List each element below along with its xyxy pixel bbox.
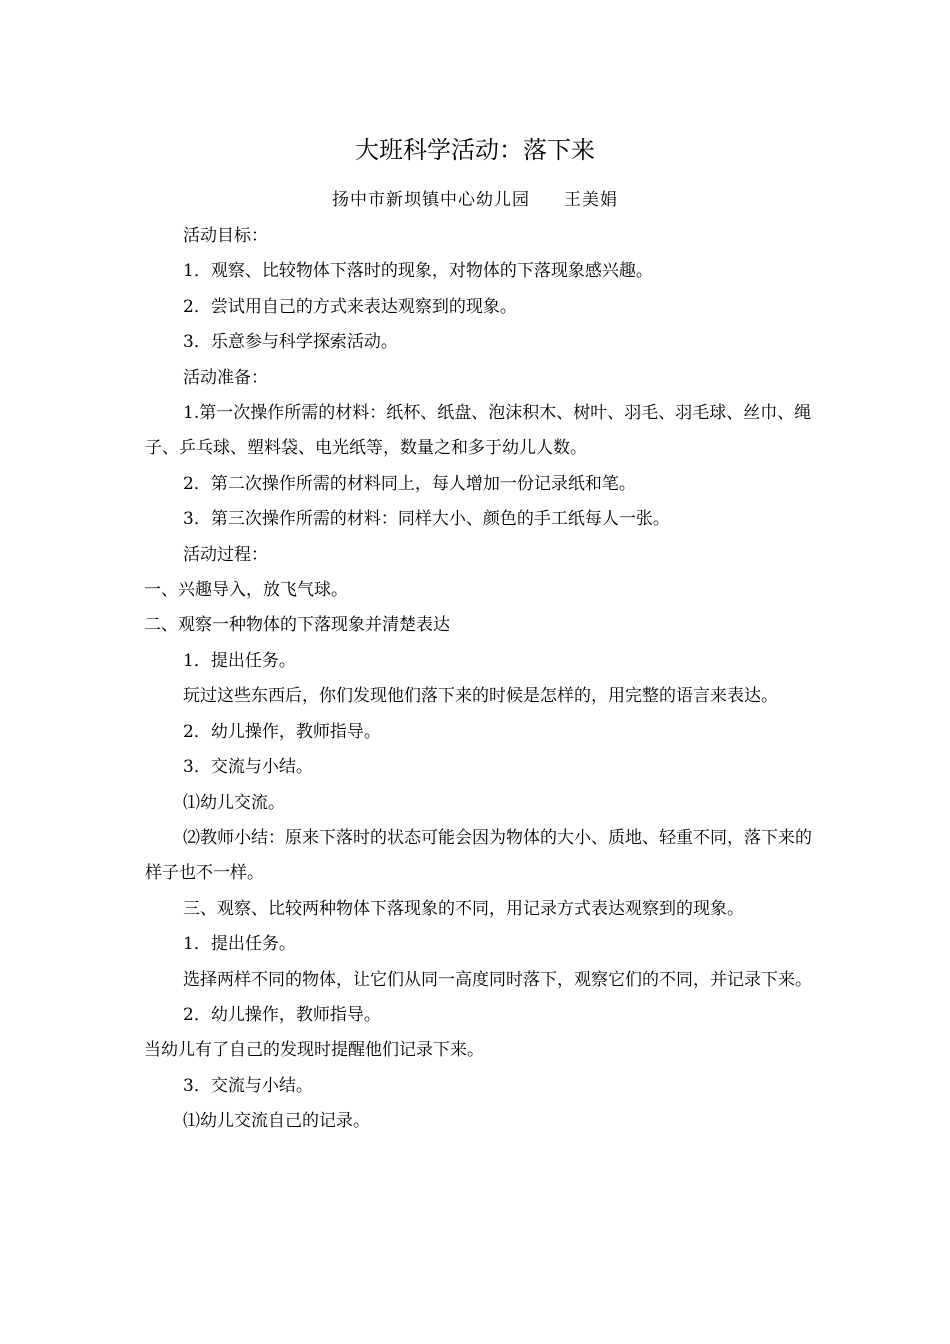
paragraph: 1．提出任务。: [183, 650, 296, 671]
author-name: 王美娟: [564, 190, 618, 210]
paragraph: 2．尝试用自己的方式来表达观察到的现象。: [183, 296, 517, 317]
paragraph: 3．第三次操作所需的材料：同样大小、颜色的手工纸每人一张。: [183, 509, 670, 530]
paragraph: 3．交流与小结。: [183, 1075, 313, 1096]
paragraph: 2．第二次操作所需的材料同上，每人增加一份记录纸和笔。: [183, 473, 636, 494]
author-unit: 扬中市新坝镇中心幼儿园: [332, 190, 530, 210]
paragraph: 3．乐意参与科学探索活动。: [183, 332, 398, 353]
paragraph: 2．幼儿操作，教师指导。: [183, 721, 381, 742]
paragraph: ⑴幼儿交流自己的记录。: [183, 1111, 370, 1132]
paragraph: ⑵教师小结：原来下落时的状态可能会因为物体的大小、质地、轻重不同，落下来的样子也不一样。: [145, 827, 812, 884]
document-title: 大班科学活动：落下来: [355, 136, 595, 164]
section-heading-process: 活动过程：: [183, 544, 268, 565]
paragraph: 二、观察一种物体的下落现象并清楚表达: [144, 615, 450, 636]
paragraph: 三、观察、比较两种物体下落现象的不同，用记录方式表达观察到的现象。: [183, 898, 744, 919]
paragraph: 1．观察、比较物体下落时的现象，对物体的下落现象感兴趣。: [183, 261, 653, 282]
section-heading-preparation: 活动准备：: [183, 367, 268, 388]
section-heading-goals: 活动目标：: [183, 226, 268, 246]
paragraph: ⑴幼儿交流。: [183, 792, 285, 813]
paragraph: 3．交流与小结。: [183, 757, 313, 778]
paragraph: 玩过这些东西后，你们发现他们落下来的时候是怎样的，用完整的语言来表达。: [183, 686, 778, 707]
document-body: [145, 219, 820, 1140]
paragraph: 选择两样不同的物体，让它们从同一高度同时落下，观察它们的不同，并记录下来。: [183, 969, 812, 990]
paragraph: 2．幼儿操作，教师指导。: [183, 1004, 381, 1025]
author-line: [0, 188, 950, 212]
paragraph: 当幼儿有了自己的发现时提醒他们记录下来。: [144, 1040, 484, 1061]
paragraph: 一、兴趣导入，放飞气球。: [144, 580, 348, 601]
paragraph: 1．提出任务。: [183, 934, 296, 955]
paragraph: 1.第一次操作所需的材料：纸杯、纸盘、泡沫积木、树叶、羽毛、羽毛球、丝巾、绳子、乒乓球、塑料袋、电光纸等，数量之和多于幼儿人数。: [145, 403, 812, 459]
